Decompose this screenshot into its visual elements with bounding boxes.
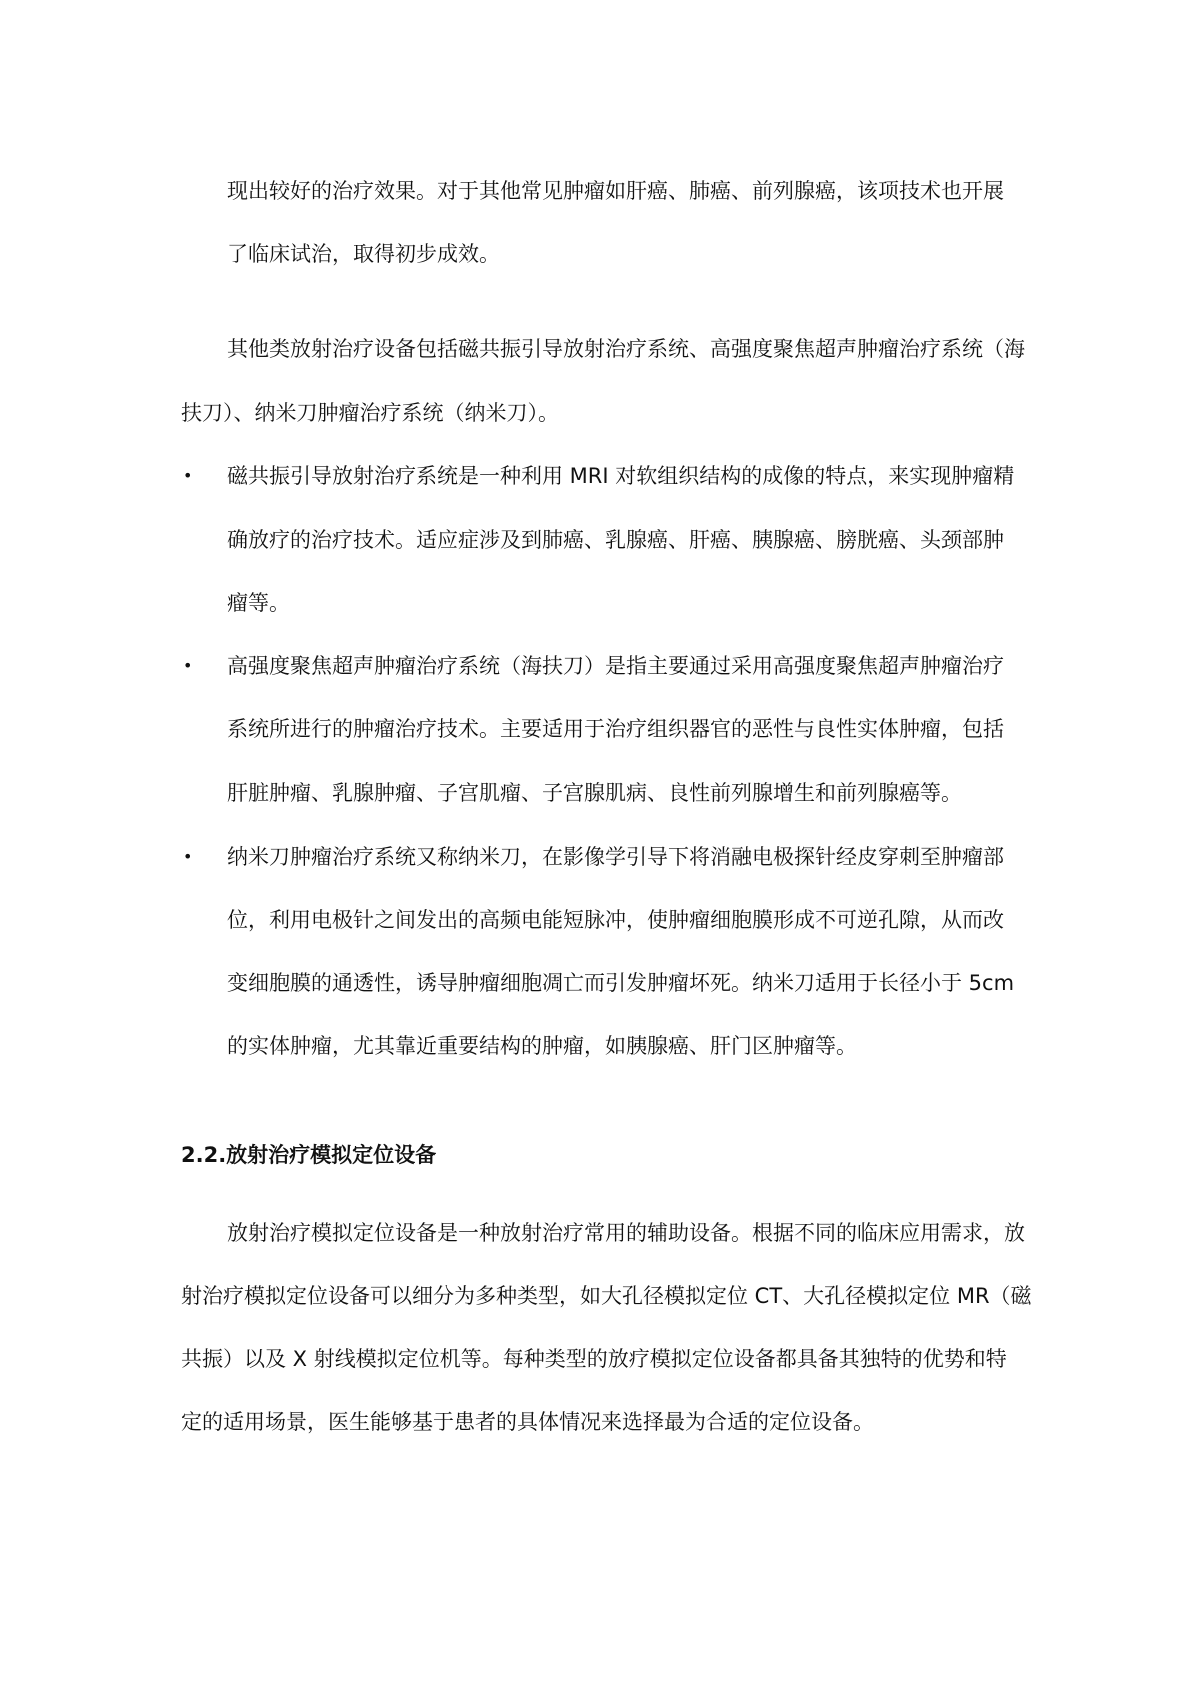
list-item-line: 磁共振引导放射治疗系统是一种利用 MRI 对软组织结构的成像的特点，来实现肿瘤精	[227, 464, 1015, 488]
paragraph-line: 放射治疗模拟定位设备是一种放射治疗常用的辅助设备。根据不同的临床应用需求，放	[227, 1221, 1025, 1245]
bullet-icon: •	[183, 847, 193, 866]
list-item-line: 的实体肿瘤，尤其靠近重要结构的肿瘤，如胰腺癌、肝门区肿瘤等。	[227, 1034, 857, 1058]
list-item-line: 位，利用电极针之间发出的高频电能短脉冲，使肿瘤细胞膜形成不可逆孔隙，从而改	[227, 908, 1004, 932]
paragraph-line: 现出较好的治疗效果。对于其他常见肿瘤如肝癌、肺癌、前列腺癌，该项技术也开展	[227, 179, 1004, 203]
paragraph-line: 了临床试治，取得初步成效。	[227, 242, 500, 266]
paragraph-line: 射治疗模拟定位设备可以细分为多种类型，如大孔径模拟定位 CT、大孔径模拟定位 MR（磁	[181, 1284, 1032, 1308]
paragraph-line: 其他类放射治疗设备包括磁共振引导放射治疗系统、高强度聚焦超声肿瘤治疗系统（海	[227, 337, 1025, 361]
paragraph-line: 定的适用场景，医生能够基于患者的具体情况来选择最为合适的定位设备。	[181, 1410, 874, 1434]
section-heading: 2.2.放射治疗模拟定位设备	[181, 1143, 437, 1167]
paragraph-line: 扶刀）、纳米刀肿瘤治疗系统（纳米刀）。	[181, 401, 559, 425]
list-item-line: 系统所进行的肿瘤治疗技术。主要适用于治疗组织器官的恶性与良性实体肿瘤，包括	[227, 717, 1004, 741]
list-item-line: 高强度聚焦超声肿瘤治疗系统（海扶刀）是指主要通过采用高强度聚焦超声肿瘤治疗	[227, 654, 1004, 678]
list-item-line: 确放疗的治疗技术。适应症涉及到肺癌、乳腺癌、肝癌、胰腺癌、膀胱癌、头颈部肿	[227, 528, 1004, 552]
bullet-icon: •	[183, 466, 193, 485]
list-item-line: 瘤等。	[227, 591, 290, 615]
list-item-line: 肝脏肿瘤、乳腺肿瘤、子宫肌瘤、子宫腺肌病、良性前列腺增生和前列腺癌等。	[227, 781, 962, 805]
bullet-icon: •	[183, 656, 193, 675]
paragraph-line: 共振）以及 X 射线模拟定位机等。每种类型的放疗模拟定位设备都具备其独特的优势和特	[181, 1347, 1007, 1371]
list-item-line: 变细胞膜的通透性，诱导肿瘤细胞凋亡而引发肿瘤坏死。纳米刀适用于长径小于 5cm	[227, 971, 1015, 995]
list-item-line: 纳米刀肿瘤治疗系统又称纳米刀，在影像学引导下将消融电极探针经皮穿刺至肿瘤部	[227, 845, 1004, 869]
